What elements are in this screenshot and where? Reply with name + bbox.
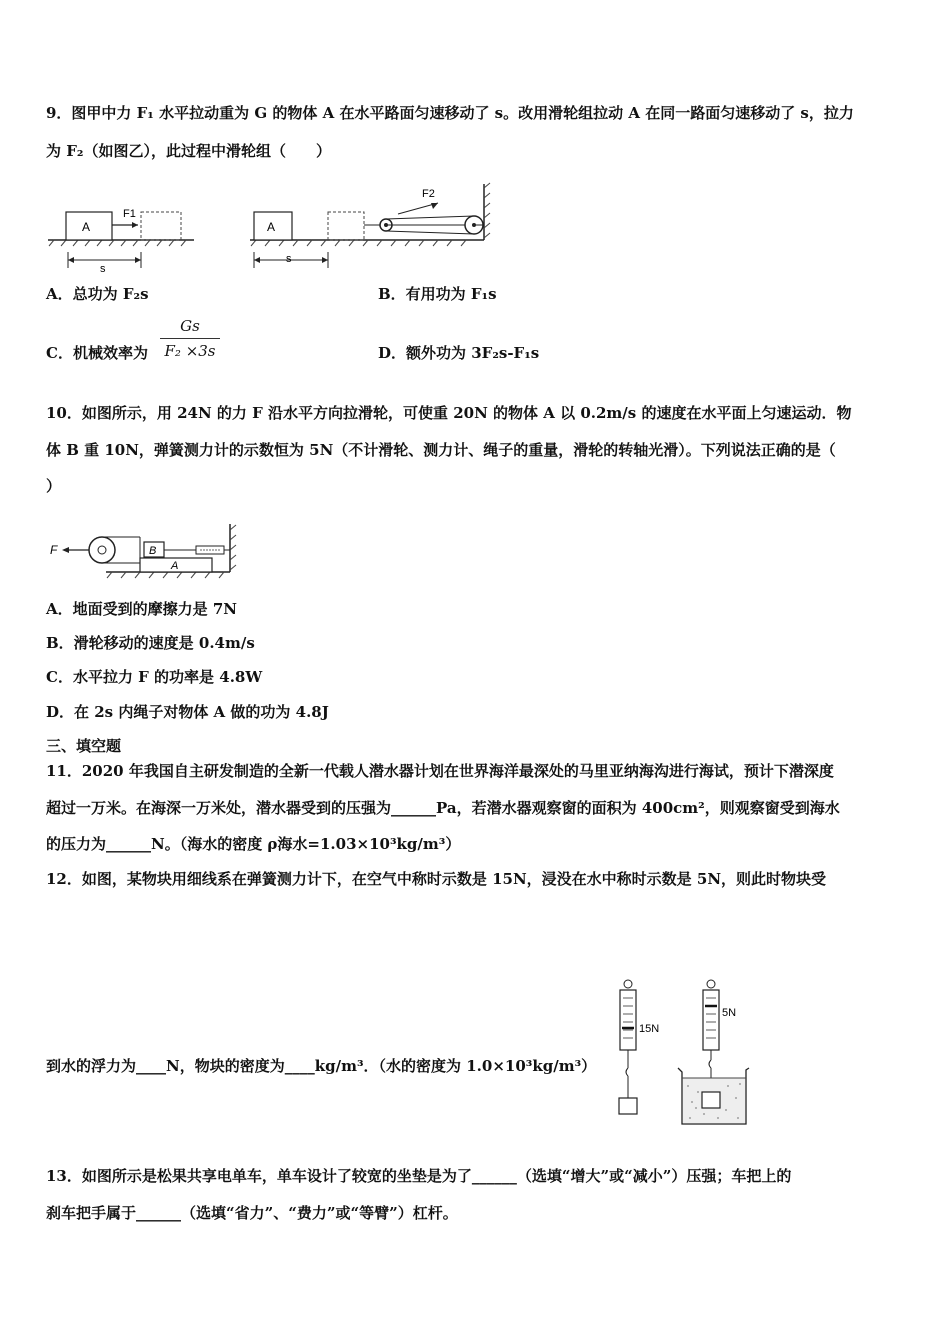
reading-15n-label: 15N [639, 1023, 660, 1035]
q9-stem-line2: 为 F₂（如图乙），此过程中滑轮组（ ） [46, 142, 331, 160]
q13-stem-line2: 刹车把手属于______（选填“省力”、“费力”或“等臂”）杠杆。 [46, 1204, 458, 1222]
force-f1-label: F1 [123, 208, 136, 220]
q12-stem-line2: 到水的浮力为____N，物块的密度为____kg/m³．（水的密度为 1.0×10³kg/m³） [46, 1057, 597, 1075]
q13-stem-line1: 13．如图所示是松果共享电单车，单车设计了较宽的坐垫是为了______（选填“增大”或“减小”）压强；车把上的 [46, 1167, 792, 1185]
fraction-numerator: Gs [180, 317, 200, 335]
reading-5n-label: 5N [722, 1007, 737, 1019]
spring-scale-air [620, 990, 636, 1050]
force-f2-label: F2 [422, 188, 435, 200]
section-title-fill-in: 三、填空题 [46, 737, 122, 755]
q10-option-c: C．水平拉力 F 的功率是 4.8W [46, 668, 263, 686]
q10-option-b: B．滑轮移动的速度是 0.4m/s [46, 634, 255, 652]
q9-stem-line1: 9．图甲中力 F₁ 水平拉动重为 G 的物体 A 在水平路面匀速移动了 s。改用滑轮组拉动 A 在同一路面匀速移动了 s，拉力 [46, 104, 854, 122]
q10-stem-line2: 体 B 重 10N，弹簧测力计的示数恒为 5N（不计滑轮、测力计、绳子的重量，滑轮的转轴光滑）。下列说法正确的是（ [46, 441, 836, 459]
q12-figure [608, 978, 773, 1130]
q9-figure-b [248, 180, 493, 270]
block-a-label: A [171, 560, 179, 572]
distance-s-label: s [286, 253, 292, 265]
q10-option-d: D．在 2s 内绳子对物体 A 做的功为 4.8J [46, 703, 329, 721]
block-in-air [619, 1098, 637, 1114]
force-f-label: F [50, 543, 58, 557]
q11-stem-line2: 超过一万米。在海深一万米处，潜水器受到的压强为______Pa，若潜水器观察窗的面积为 400cm²，则观察窗受到海水 [46, 799, 840, 817]
q9-option-d: D．额外功为 3F₂s-F₁s [378, 344, 540, 362]
q11-stem-line1: 11．2020 年我国自主研发制造的全新一代载人潜水器计划在世界海洋最深处的马里亚纳海沟进行海试，预计下潜深度 [46, 762, 834, 780]
q10-stem-line1: 10．如图所示，用 24N 的力 F 沿水平方向拉滑轮，可使重 20N 的物体 A 以 0.2m/s 的速度在水平面上匀速运动．物 [46, 404, 852, 422]
q11-stem-line3: 的压力为______N。（海水的密度 ρ海水=1.03×10³kg/m³） [46, 835, 461, 853]
fraction-denominator: F₂ ×3s [164, 342, 216, 360]
q12-stem-line1: 12．如图，某物块用细线系在弹簧测力计下，在空气中称时示数是 15N，浸没在水中称时示数是 5N，则此时物块受 [46, 870, 827, 888]
fraction-bar [160, 338, 220, 339]
q9-option-c-prefix: C．机械效率为 [46, 344, 148, 362]
q9-option-b: B．有用功为 F₁s [378, 285, 497, 303]
q9-option-c-fraction [160, 316, 220, 361]
q10-stem-line3: ） [46, 477, 62, 495]
distance-s-label: s [100, 263, 106, 275]
spring-scale-water [703, 990, 719, 1050]
q10-figure [46, 520, 238, 580]
q9-option-a: A．总功为 F₂s [46, 285, 149, 303]
q9-figure-a [46, 200, 196, 275]
block-a-label: A [82, 220, 91, 234]
block-in-water [702, 1092, 720, 1108]
block-a-label: A [267, 220, 276, 234]
block-b-label: B [149, 545, 157, 557]
q10-option-a: A．地面受到的摩擦力是 7N [46, 600, 238, 618]
